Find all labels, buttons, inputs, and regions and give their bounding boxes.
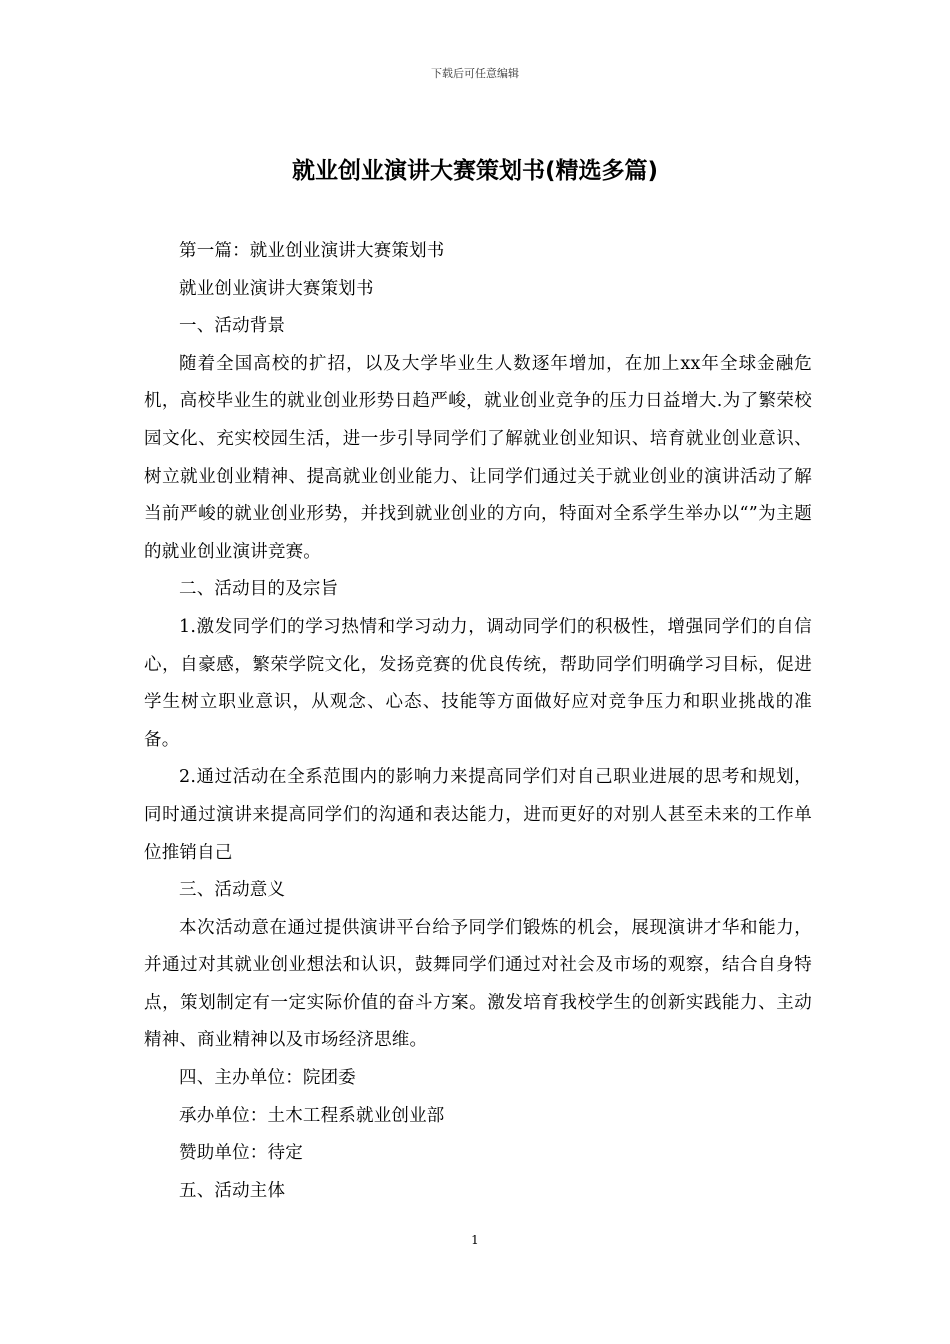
section-heading-purpose: 二、活动目的及宗旨	[179, 579, 339, 600]
document-title: 就业创业演讲大赛策划书(精选多篇)	[291, 158, 659, 184]
page-number: 1	[471, 1233, 479, 1247]
section-heading-background: 一、活动背景	[179, 316, 286, 337]
section-heading-participants: 五、活动主体	[179, 1180, 286, 1201]
paragraph-purpose-2: 2.通过活动在全系范围内的影响力来提高同学们对自己职业进展的思考和规划，同时通过演讲来提高同学们的沟通和表达能力，进而更好的对别人甚至未来的工作单位推销自己	[144, 767, 812, 863]
subtitle: 就业创业演讲大赛策划书	[179, 278, 374, 299]
co-organizer-line: 承办单位：土木工程系就业创业部	[179, 1105, 445, 1126]
section-heading-part-one: 第一篇：就业创业演讲大赛策划书	[179, 241, 445, 261]
organizer-line: 四、主办单位：院团委	[179, 1068, 356, 1089]
document-body	[144, 233, 812, 1210]
paragraph-purpose-1: 1.激发同学们的学习热情和学习动力，调动同学们的积极性，增强同学们的自信心，自豪感，繁荣学院文化，发扬竞赛的优良传统，帮助同学们明确学习目标，促进学生树立职业意识，从观念、心态、技能等方面做好应对竞争压力和职业挑战的准备。	[144, 616, 812, 750]
page-header: 下载后可任意编辑	[431, 67, 519, 80]
paragraph-background: 随着全国高校的扩招，以及大学毕业生人数逐年增加，在加上xx年全球金融危机，高校毕业生的就业创业形势日趋严峻，就业创业竞争的压力日益增大.为了繁荣校园文化、充实校园生活，进一步引导同学们了解就业创业知识、培育就业创业意识、树立就业创业精神、提高就业创业能力、让同学们通过关于就业创业的演讲活动了解当前严峻的就业创业形势，并找到就业创业的方向，特面对全系学生举办以“”为主题的就业创业演讲竞赛。	[144, 353, 812, 562]
sponsor-line: 赞助单位：待定	[179, 1143, 303, 1164]
paragraph-significance: 本次活动意在通过提供演讲平台给予同学们锻炼的机会，展现演讲才华和能力，并通过对其就业创业想法和认识，鼓舞同学们通过对社会及市场的观察，结合自身特点，策划制定有一定实际价值的奋斗方案。激发培育我校学生的创新实践能力、主动精神、商业精神以及市场经济思维。	[144, 917, 812, 1051]
section-heading-significance: 三、活动意义	[179, 880, 286, 901]
